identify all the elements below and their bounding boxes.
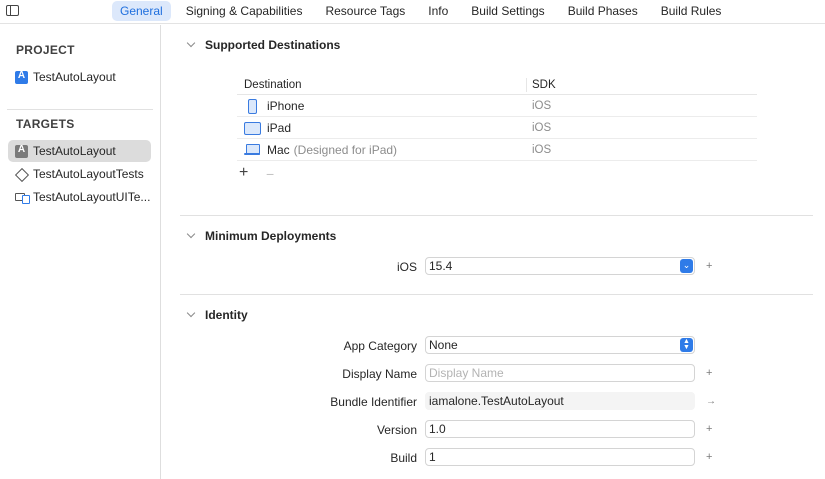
chevron-down-icon[interactable] xyxy=(187,309,195,317)
table-row[interactable] xyxy=(237,117,757,139)
sidebar-item-label: TestAutoLayout xyxy=(33,144,116,158)
sdk-column-header[interactable]: SDK xyxy=(532,78,556,91)
destination-name: Mac xyxy=(267,142,290,157)
destinations-table-header xyxy=(237,75,757,95)
chevron-down-icon[interactable] xyxy=(187,230,195,238)
add-deployment-button[interactable]: + xyxy=(706,260,713,272)
minimum-deployments-title: Minimum Deployments xyxy=(205,229,337,243)
table-row[interactable] xyxy=(237,139,757,161)
build-label: Build xyxy=(390,451,417,465)
destination-note: (Designed for iPad) xyxy=(293,142,398,157)
table-row[interactable] xyxy=(237,95,757,117)
ios-deployment-combo[interactable] xyxy=(425,257,695,275)
identity-title: Identity xyxy=(205,308,248,322)
tab-signing-capabilities[interactable]: Signing & Capabilities xyxy=(185,4,303,18)
tab-resource-tags[interactable]: Resource Tags xyxy=(325,4,406,18)
sidebar-divider xyxy=(7,109,153,110)
mac-icon xyxy=(244,143,260,156)
project-app-icon xyxy=(15,71,28,84)
targets-section-header: TARGETS xyxy=(16,117,75,131)
app-category-value: None xyxy=(429,338,458,352)
destination-column-header[interactable]: Destination xyxy=(237,78,527,92)
section-divider xyxy=(180,294,813,295)
add-destination-button[interactable]: + xyxy=(239,164,249,181)
project-section-header: PROJECT xyxy=(16,43,75,57)
version-add-button[interactable]: + xyxy=(706,423,713,435)
sidebar-item-label: TestAutoLayoutUITe... xyxy=(33,190,151,204)
bundle-identifier-label: Bundle Identifier xyxy=(330,395,417,409)
destination-sdk: iOS xyxy=(532,121,552,134)
destination-name: iPhone xyxy=(267,98,305,113)
sidebar-item-label: TestAutoLayout xyxy=(33,70,116,84)
chevron-down-icon[interactable]: ⌄ xyxy=(680,259,693,273)
ipad-icon xyxy=(244,121,260,134)
arrow-right-icon[interactable]: → xyxy=(706,396,716,407)
tab-build-settings[interactable]: Build Settings xyxy=(471,4,545,18)
app-category-label: App Category xyxy=(343,339,417,353)
build-add-button[interactable]: + xyxy=(706,451,713,463)
version-field[interactable]: 1.0 xyxy=(425,420,695,438)
chevron-down-icon[interactable] xyxy=(187,39,195,47)
display-name-label: Display Name xyxy=(342,367,417,381)
tab-build-rules[interactable]: Build Rules xyxy=(660,4,722,18)
sidebar-toggle-icon[interactable] xyxy=(6,5,19,16)
tab-build-phases[interactable]: Build Phases xyxy=(567,4,638,18)
supported-destinations-title: Supported Destinations xyxy=(205,38,341,52)
display-name-field[interactable]: Display Name xyxy=(425,364,695,382)
destination-sdk: iOS xyxy=(532,143,552,156)
destinations-table xyxy=(237,75,757,161)
remove-destination-button[interactable]: − xyxy=(266,166,275,182)
destination-sdk: iOS xyxy=(532,99,552,112)
section-divider xyxy=(180,215,813,216)
sidebar-item-target-tests[interactable] xyxy=(8,163,151,185)
ui-test-target-icon xyxy=(15,191,28,204)
general-settings-editor xyxy=(162,25,825,479)
sidebar-item-target-app[interactable] xyxy=(8,140,151,162)
app-category-popup[interactable] xyxy=(425,336,695,354)
bundle-identifier-field[interactable]: iamalone.TestAutoLayout xyxy=(425,392,695,410)
unit-test-target-icon xyxy=(15,168,28,181)
ios-deployment-value: 15.4 xyxy=(429,259,453,273)
display-name-add-button[interactable]: + xyxy=(706,367,713,379)
iphone-icon xyxy=(244,99,260,112)
version-label: Version xyxy=(376,423,417,437)
editor-tab-bar xyxy=(0,0,825,24)
tab-general[interactable]: General xyxy=(112,1,171,21)
project-target-sidebar xyxy=(0,25,161,479)
sidebar-item-label: TestAutoLayoutTests xyxy=(33,167,144,181)
tabs xyxy=(112,1,736,21)
tab-info[interactable]: Info xyxy=(428,4,449,18)
build-field[interactable]: 1 xyxy=(425,448,695,466)
app-target-icon xyxy=(15,145,28,158)
ios-deployment-label: iOS xyxy=(396,260,417,274)
sidebar-item-target-uitests[interactable] xyxy=(8,186,151,208)
up-down-arrows-icon: ▲ ▼ xyxy=(680,338,693,352)
sidebar-item-project[interactable] xyxy=(8,66,151,88)
destination-name: iPad xyxy=(267,120,292,135)
